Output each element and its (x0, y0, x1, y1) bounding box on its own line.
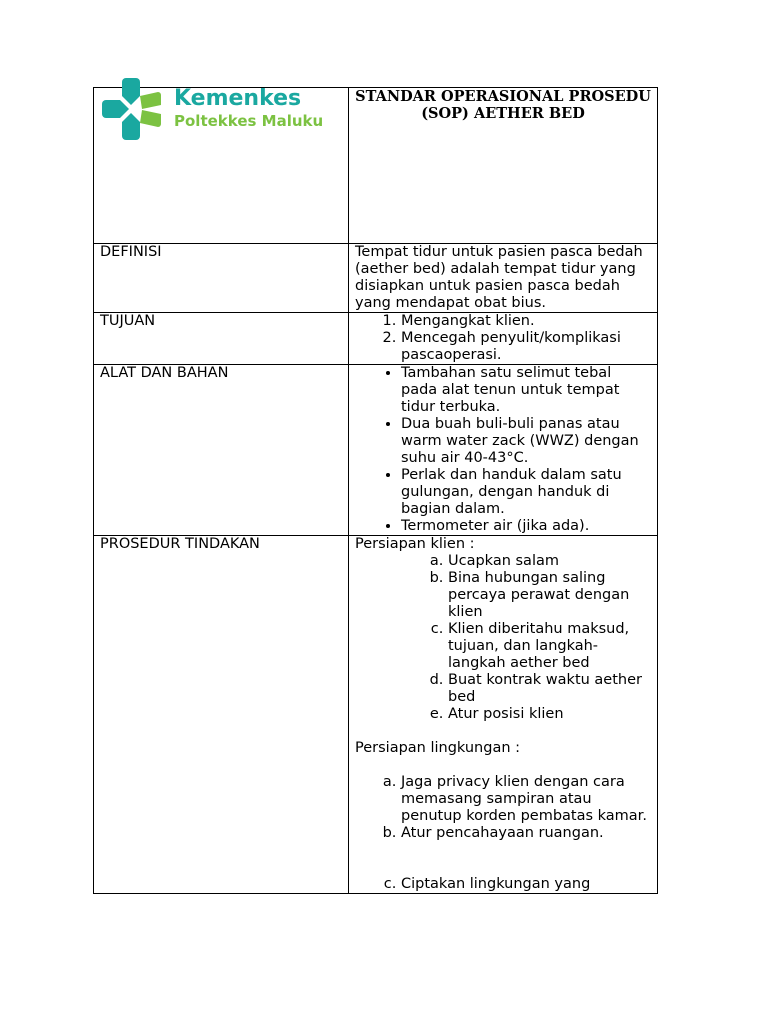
header-row (94, 88, 658, 244)
logo-sub-text: Poltekkes Maluku (174, 112, 324, 130)
tujuan-row (94, 313, 658, 365)
persiapan-klien-heading: Persiapan klien : (355, 536, 475, 552)
sop-title-line2: (SOP) AETHER BED (421, 105, 585, 122)
alat-list (355, 365, 651, 535)
list-item: 1. Mengangkat klien. (401, 313, 651, 330)
lingkungan-list (355, 774, 651, 893)
logo-brand-text: Kemenkes (174, 86, 302, 111)
logo-cell (94, 88, 349, 244)
list-item: • Perlak dan handuk dalam satu gulungan, dengan handuk di bagian dalam. (401, 467, 651, 518)
sop-title-line1: STANDAR OPERASIONAL PROSEDU (355, 88, 651, 105)
tujuan-content (349, 313, 658, 365)
tujuan-label: TUJUAN (94, 313, 349, 365)
definisi-label: DEFINISI (94, 244, 349, 313)
prosedur-content (349, 536, 658, 894)
list-item: • Dua buah buli-buli panas atau warm water zack (WWZ) dengan suhu air 40-43°C. (401, 416, 651, 467)
persiapan-lingkungan-heading: Persiapan lingkungan : (355, 740, 521, 756)
alat-content (349, 365, 658, 536)
definisi-text: Tempat tidur untuk pasien pasca bedah (aether bed) adalah tempat tidur yang disiapkan untuk pasien pasca bedah yang mendapat obat bius. (349, 244, 658, 313)
prosedur-row (94, 536, 658, 894)
kemenkes-emblem-icon (100, 74, 162, 144)
list-item: b. Bina hubungan saling percaya perawat dengan klien (448, 570, 651, 621)
list-item: a. Jaga privacy klien dengan cara memasang sampiran atau penutup korden pembatas kamar. (401, 774, 651, 825)
list-item: • Tambahan satu selimut tebal pada alat tenun untuk tempat tidur terbuka. (401, 365, 651, 416)
list-item: d. Buat kontrak waktu aether bed (448, 672, 651, 706)
list-item: 2. Mencegah penyulit/komplikasi pascaoperasi. (401, 330, 651, 364)
klien-list (355, 553, 651, 723)
prosedur-label: PROSEDUR TINDAKAN (94, 536, 349, 894)
title-cell (349, 88, 658, 244)
list-item: a. Ucapkan salam (448, 553, 651, 570)
list-item: c. Ciptakan lingkungan yang (401, 876, 651, 893)
tujuan-list (355, 313, 651, 364)
alat-label: ALAT DAN BAHAN (94, 365, 349, 536)
alat-row (94, 365, 658, 536)
kemenkes-logo (100, 74, 342, 144)
list-item: e. Atur posisi klien (448, 706, 651, 723)
list-item: c. Klien diberitahu maksud, tujuan, dan langkah-langkah aether bed (448, 621, 651, 672)
list-item: • Termometer air (jika ada). (401, 518, 651, 535)
definisi-row (94, 244, 658, 313)
list-item: b. Atur pencahayaan ruangan. (401, 825, 651, 842)
sop-table (93, 87, 658, 894)
